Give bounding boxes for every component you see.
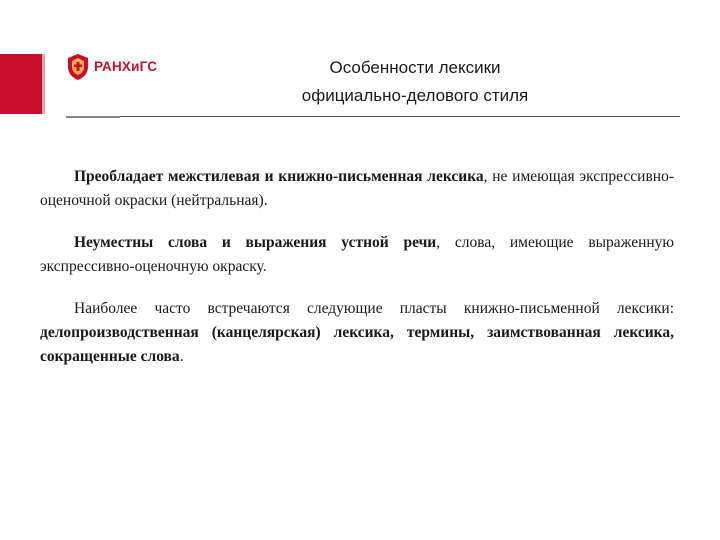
title-line-2: официально-делового стиля [301,86,529,105]
paragraph-2 [40,231,674,279]
logo-text: РАНХиГС [94,59,158,75]
paragraph-1-bold: Преобладает межстилевая и книжно-письменная лексика [74,168,484,185]
slide-title [250,54,580,110]
title-line-1: Особенности лексики [329,58,501,77]
red-accent-block [0,54,45,114]
paragraph-3-end: . [179,348,184,365]
paragraph-1-text: , не имеющая экспрессивно-оценочной окраски (нейтральная). [40,168,675,209]
header-rule [120,116,680,117]
paragraph-2-text: , слова, имеющие выраженную экспрессивно-оценочную окраску. [40,234,674,275]
paragraph-3-bold: делопроизводственная (канцелярская) лексика, термины, заимствованная лексика, сокращенные слова [40,324,674,365]
ranepa-emblem-icon [66,53,90,81]
ranepa-logo [66,52,166,82]
paragraph-3 [40,297,674,369]
header-rule-accent [66,116,120,118]
slide-content [40,165,674,387]
paragraph-2-bold: Неуместны слова и выражения устной речи [74,234,437,251]
paragraph-1 [40,165,674,213]
paragraph-3-text: Наиболее часто встречаются следующие пласты книжно-письменной лексики: [74,300,674,317]
